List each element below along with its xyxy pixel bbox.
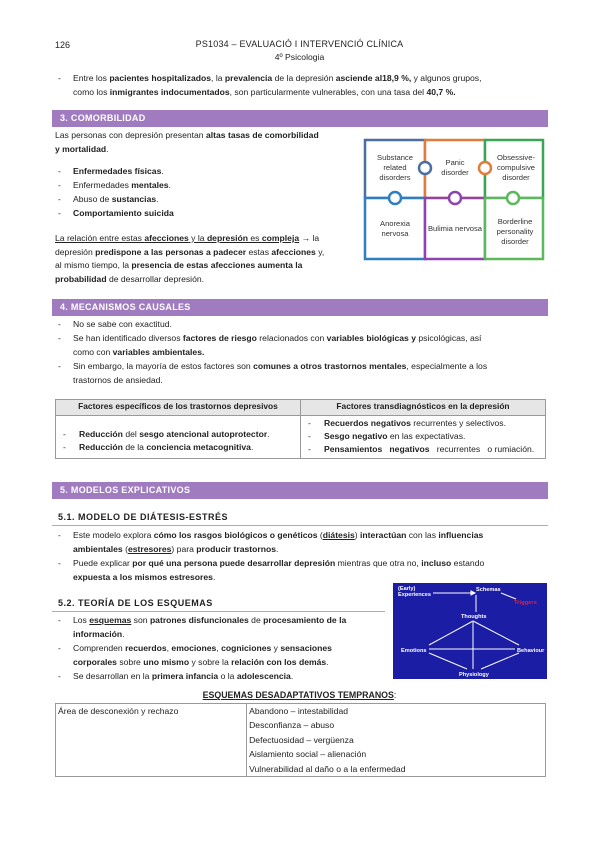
causal-bullet-1: No se sabe con exactitud. (73, 319, 172, 329)
bullet-dash: - (58, 615, 61, 625)
puzzle-tab (449, 192, 461, 204)
early-schemas-table (55, 703, 546, 777)
bullet-dash: - (58, 671, 61, 681)
section-3-heading: 3. COMORBILIDAD (52, 110, 548, 127)
comorbidity-intro: Las personas con depresión presentan altas tasas de comorbilidad y mortalidad. (55, 130, 319, 154)
diagram-label: Schemas (476, 587, 501, 593)
divider (52, 525, 548, 526)
subsection-5-1-heading: 5.1. MODELO DE DIÁTESIS-ESTRÉS (58, 512, 229, 522)
diagram-label: Behaviour (517, 648, 545, 654)
puzzle-tab (419, 162, 431, 174)
schema-item: Desconfianza – abuso (249, 720, 335, 731)
course-title: PS1034 – EVALUACIÓ I INTERVENCIÓ CLÍNICA (195, 39, 404, 49)
page-number: 126 (55, 40, 71, 50)
schema-item: Defectuosidad – vergüenza (249, 734, 354, 745)
bullet-dash: - (58, 208, 61, 218)
bullet-dash: - (58, 73, 61, 83)
puzzle-tab (507, 192, 519, 204)
bullet-dash: - (58, 643, 61, 653)
causal-bullet-3: Sin embargo, la mayoría de estos factores son comunes a otros trastornos mentales, especialmente a los trastornos de ansiedad. (73, 361, 488, 385)
schema-bullet-1: Los esquemas son patrones disfuncionales de procesamiento de la información. (73, 615, 347, 639)
causal-bullet-2: Se han identificado diversos factores de riesgo relacionados con variables biológicas y psicológicas, así como con variables ambientales. (73, 333, 482, 357)
schema-item: Abandono – intestabilidad (249, 706, 349, 716)
bullet-dash: - (58, 333, 61, 343)
puzzle-label: disorder (441, 168, 469, 177)
puzzle-label: disorder (501, 237, 529, 246)
table-cell: Área de desconexión y rechazo (56, 704, 247, 777)
list-item: - Reducción del sesgo atencional autoprotector. (57, 428, 299, 441)
puzzle-label: disorders (379, 173, 411, 182)
course-year: 4º Psicologia (274, 52, 325, 62)
diagram-label: Physiology (459, 672, 489, 678)
puzzle-label: disorder (502, 173, 530, 182)
puzzle-label: Anorexia (380, 219, 410, 228)
puzzle-tab (389, 192, 401, 204)
table-cell (56, 416, 301, 459)
diagram-label: Triggers (514, 600, 537, 606)
schemas-diagram-image (393, 583, 547, 679)
subsection-5-2-heading: 5.2. TEORÍA DE LOS ESQUEMAS (58, 598, 213, 608)
table-header: Factores específicos de los trastornos depresivos (56, 400, 301, 416)
list-item: - Reducción de la conciencia metacognitiva. (57, 441, 299, 454)
relation-paragraph: La relación entre estas afecciones y la depresión es compleja → la depresión predispone a las personas a padecer estas afecciones y, al mismo tiempo, la presencia de estas afecciones aumenta la probabilidad de desarrollar depresión. (55, 233, 325, 284)
bullet-dash: - (58, 166, 61, 176)
comorbidity-item: Comportamiento suicida (73, 208, 174, 218)
schema-item: Vulnerabilidad al daño o a la enfermedad (249, 763, 406, 774)
schemas-table-title: ESQUEMAS DESADAPTATIVOS TEMPRANOS: (202, 690, 397, 700)
section-4-heading: 4. MECANISMOS CAUSALES (52, 299, 548, 316)
puzzle-label: Substance (377, 153, 413, 162)
puzzle-label: nervosa (381, 229, 409, 238)
bullet-dash: - (58, 180, 61, 190)
puzzle-label: Panic (445, 158, 465, 167)
table-cell (301, 416, 546, 459)
schema-bullet-3: Se desarrollan en la primera infancia o la adolescencia. (73, 671, 294, 681)
diathesis-bullet-2: Puede explicar por qué una persona puede desarrollar depresión mientras que otra no, incluso estando expuesta a los mismos estresores. (73, 558, 485, 582)
diagram-label: Emotions (401, 648, 427, 654)
diathesis-bullet-1: Este modelo explora cómo los rasgos biológicos o genéticos (diátesis) interactúan con las influencias ambientales (estresores) para producir trastornos. (73, 530, 484, 554)
puzzle-tab (479, 162, 491, 174)
list-item: - Sesgo negativo en las expectativas. (302, 430, 538, 443)
bullet-dash: - (58, 194, 61, 204)
puzzle-label: compulsive (497, 163, 535, 172)
comorbidity-item: Enfermedades físicas. (73, 166, 164, 176)
puzzle-label: Borderline (497, 217, 533, 226)
schema-bullet-2: Comprenden recuerdos, emociones, cogniciones y sensaciones corporales sobre uno mismo y sobre la relación con los demás. (73, 643, 332, 667)
diagram-label: Thoughts (461, 614, 487, 620)
diagram-label: (Early) (398, 586, 416, 592)
puzzle-label: Bulimia nervosa (427, 224, 483, 233)
list-item: - Recuerdos negativos recurrentes y selectivos. (302, 417, 538, 430)
comorbidity-item: Abuso de sustancias. (73, 194, 159, 204)
schema-item: Aislamiento social – alienación (249, 749, 367, 760)
risk-factors-table (55, 399, 546, 459)
intro-paragraph: Entre los pacientes hospitalizados, la prevalencia de la depresión asciende al18,9 %, y algunos grupos, como los inmigrantes indocumentados, son particularmente vulnerables, con una tasa del 40,7 %. (73, 73, 482, 97)
comorbidity-puzzle-image (363, 138, 545, 261)
list-item: - Pensamientos negativos recurrentes o rumiación. (302, 443, 538, 456)
puzzle-label: Obsessive- (497, 153, 535, 162)
bullet-dash: - (58, 558, 61, 568)
divider (52, 611, 385, 612)
bullet-dash: - (58, 319, 61, 329)
puzzle-label: related (383, 163, 407, 172)
bullet-dash: - (58, 361, 61, 371)
bullet-dash: - (58, 530, 61, 540)
table-cell (247, 704, 546, 777)
section-5-heading: 5. MODELOS EXPLICATIVOS (52, 482, 548, 499)
comorbidity-item: Enfermedades mentales. (73, 180, 171, 190)
puzzle-label: personality (496, 227, 534, 236)
table-header: Factores transdiagnósticos en la depresión (301, 400, 546, 416)
diagram-label: Experiences (398, 592, 431, 598)
